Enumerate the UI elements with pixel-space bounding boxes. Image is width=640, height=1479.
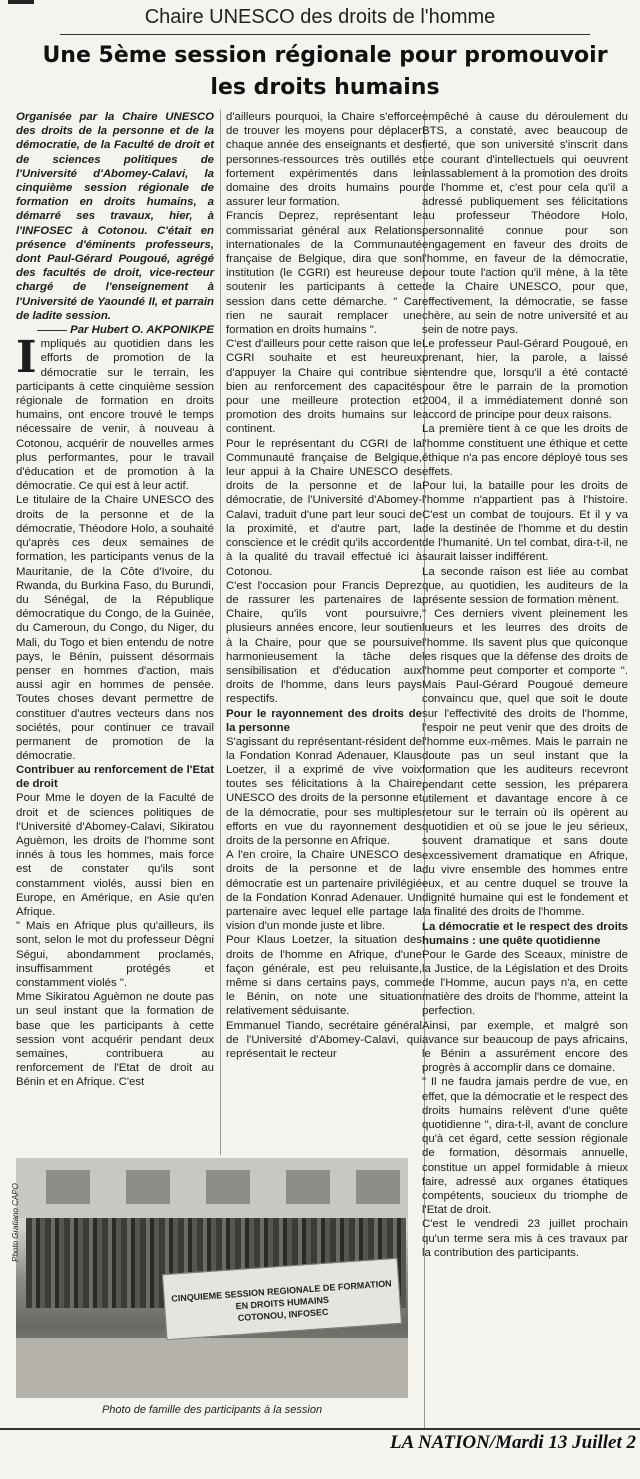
paragraph: empêché à cause du déroulement du BTS, a constaté, avec beaucoup de fierté, que son université s'inscrit dans ce courant d'intellectuels qui oeuvrent inlassablement à la promotion des droits de l'homme et, c'est pour cela qu'il a adressé publiquement ses félicitations au professeur Théodore Holo, personnalité connue pour son engagement en faveur des droits de l'homme, en faveur de la démocratie, pour toute l'action qu'il mène, à la tête de la Chaire UNESCO, pour que, effectivement, la démocratie, se fasse chère, au sein de notre université et au sein de notre pays.: [422, 111, 628, 337]
byline: Par Hubert O. AKPONIKPE: [16, 323, 214, 337]
column-3: [422, 110, 628, 1428]
paragraph: La première tient à ce que les droits de l'homme constituent une éthique et cette éthique n'a pas encore déployé tous ses effets.: [422, 423, 628, 479]
paragraph: Pour le Garde des Sceaux, ministre de la Justice, de la Législation et des Droits de l'Homme, aucun pays n'a, en cette matière des droits de l'homme, atteint la perfection.: [422, 948, 628, 1018]
subheading: Contribuer au renforcement de l'Etat de droit: [16, 764, 214, 791]
photo-credit: Photo Gratiano CAPO: [10, 1183, 20, 1262]
paragraph: A l'en croire, la Chaire UNESCO des droits de la personne et de la démocratie est un partenaire privilégié de la Fondation Konrad Adenauer. Un partenaire avec lequel elle partage la vision d'un monde juste et libre.: [226, 849, 422, 933]
photo-building: [16, 1158, 408, 1218]
section-kicker: Chaire UNESCO des droits de l'homme: [144, 6, 496, 28]
paragraph: C'est le vendredi 23 juillet prochain qu'un terme sera mis à ces travaux par la contribution des participants.: [422, 1218, 628, 1259]
column-2: [226, 110, 422, 1150]
paragraph: " Mais en Afrique plus qu'ailleurs, ils sont, selon le mot du professeur Dègni Ségui, abondamment proclamés, insuffisamment protégés et constamment violés ".: [16, 920, 214, 989]
paragraph: S'agissant du représentant-résident de la Fondation Konrad Adenauer, Klaus Loetzer, il a exprimé de vive voix toutes ses félicitations à la Chaire UNESCO des droits de la personne et de la démocratie, pour ses multiples efforts en vue du rayonnement des droits de la personne en Afrique.: [226, 735, 422, 847]
column-1: [16, 110, 214, 1170]
photo-banner: CINQUIEME SESSION REGIONALE DE FORMATION EN DROITS HUMAINS COTONOU, INFOSEC: [162, 1258, 402, 1340]
article-headline: Une 5ème session régionale pour promouvoir les droits humains: [42, 43, 608, 100]
subheading: Pour le rayonnement des droits de la personne: [226, 707, 422, 734]
paragraph: Le professeur Paul-Gérard Pougoué, en prenant, hier, la parole, a laissé entendre que, lorsqu'il a été contacté pour être le parrain de la promotion 2004, il a immédiatement donné son accord de principe pour deux raisons.: [422, 338, 628, 422]
paragraph: Ainsi, par exemple, et malgré son avance sur beaucoup de pays africains, le Bénin a assurément encore des progrès à accomplir dans ce domaine.: [422, 1019, 628, 1075]
paragraph: d'ailleurs pourquoi, la Chaire s'efforce de trouver les moyens pour déplacer chaque année des enseignants et des personnes-ressources très outillés et fortement expérimentés dans le domaine des droits humains pour assurer leur formation.: [226, 111, 422, 209]
paragraph: Francis Deprez, représentant le commissariat général aux Relations internationales de la Communauté française de Belgique, dira que son institution (le CGRI) est heureuse de soutenir les participants à cette session dans cette démarche. " Car rien ne saurait remplacer une formation en droits humains ".: [226, 210, 422, 337]
column-divider-1: [220, 110, 221, 1155]
top-rule-mark: [8, 0, 34, 4]
paragraph: Pour le représentant du CGRI de la Communauté française de Belgique, leur appui à la Chaire UNESCO des droits de la personne et de la démocratie, de l'Université d'Abomey-Calavi, traduit d'une part leur souci de la proximité, et d'autre part, la conscience et le crédit qu'ils accordent à la qualité du travail effectué ici à Cotonou.: [226, 437, 422, 578]
photo-ground: [16, 1338, 408, 1398]
newspaper-masthead-footer: LA NATION/Mardi 13 Juillet 2: [390, 1432, 636, 1453]
paragraph: C'est l'occasion pour Francis Deprez de rassurer les partenaires de la Chaire, qu'ils vont poursuivre, plusieurs années encore, leur soutien à la Chaire, pour que se poursuive harmonieusement la tâche de sensibilisation et d'éducation aux droits de l'homme, dans leurs pays respectifs.: [226, 579, 422, 706]
photo-caption: Photo de famille des participants à la session: [101, 1404, 323, 1416]
subheading: La démocratie et le respect des droits humains : une quête quotidienne: [422, 920, 628, 947]
paragraph: Mme Sikiratou Aguèmon ne doute pas un seul instant que la formation de base que les participants à cette session vont acquérir pendant deux semaines, contribuera au renforcement de l'Etat de droit au Bénin et en Afrique. C'est: [16, 991, 214, 1089]
paragraph: Pour Mme le doyen de la Faculté de droit et de sciences politiques de l'Université d'Abomey-Calavi, Sikiratou Aguèmon, les droits de l'homme sont innés à tous les hommes, mais force est de constater qu'ils sont constamment violés, aussi bien en Europe, en Amérique, en Asie qu'en Afrique.: [16, 792, 214, 918]
drop-cap: I: [16, 332, 37, 384]
paragraph: Pour Klaus Loetzer, la situation des droits de l'homme en Afrique, d'une façon générale, est peu reluisante, même si dans certains pays, comme le Bénin, on note une situation relativement séduisante.: [226, 934, 422, 1018]
paragraph: Le titulaire de la Chaire UNESCO des droits de la personne et de la démocratie, Théodore Holo, a souhaité qu'après ces deux semaines de formation, les participants venus de la Mauritanie, de la Côte d'Ivoire, du Rwanda, du Burkina Faso, du Burundi, du Sénégal, de la République démocratique du Congo, de la Guinée, du Cameroun, du Congo, du Niger, du Mali, du Togo et bien entendu de notre pays, le Bénin, puissent désormais penser en hommes d'action, mais aussi agir en hommes de pensée. Toutes choses devant permettre de constituer d'autres vecteurs dans nos sociétés, pour continuer ce travail permanent de promotion de la démocratie.: [16, 494, 214, 763]
kicker-underline: [60, 34, 590, 35]
paragraph: Emmanuel Tiando, secrétaire général de l'Université d'Abomey-Calavi, qui représentait le recteur: [226, 1019, 422, 1060]
article-lead: Organisée par la Chaire UNESCO des droits de la personne et de la démocratie, de la Faculté de droit et de sciences politiques de l'Université d'Abomey-Calavi, la cinquième session régionale de formation en droits humains, a démarré ses travaux, hier, à l'INFOSEC à Cotonou. C'était en présence d'éminents professeurs, dont Paul-Gérard Pougoué, agrégé des facultés de droit, vice-recteur chargé de l'enseignement à l'Université de Yaoundé II, et parrain de ladite session.: [16, 111, 214, 322]
paragraph: C'est d'ailleurs pour cette raison que le CGRI souhaite et est heureux d'appuyer la Chaire qui contribue si bien au renforcement des capacités pour une meilleure protection et promotion des droits humains sur le continent.: [226, 338, 422, 436]
footer-rule: [0, 1428, 640, 1430]
paragraph: Pour lui, la bataille pour les droits de l'homme n'appartient pas à l'histoire. C'est un combat de toujours. Et il y va de la destinée de l'homme et du destin de l'humanité. Un tel combat, dira-t-il, ne saurait laisser indifférent.: [422, 480, 628, 564]
paragraph: " Ces derniers vivent pleinement les lueurs et les leurres des droits de l'homme. Ils savent plus que quiconque les risques que la défense des droits de l'homme peut comporter et comporte ". Mais Paul-Gérard Pougoué demeure convaincu que, quel que soit le doute sur l'effectivité des droits de l'homme, l'espoir ne peut venir que des droits de l'homme eux-mêmes. Mais le parrain ne doute pas un seul instant que la formation que les auditeurs recevront pendant cette session, les préparera utilement et davantage encore à ce retour sur le terrain où ils opèrent au quotidien et où se joue le jeu sérieux, souvent dramatique et sans doute excessivement dramatique en Afrique, du vivre ensemble des hommes entre eux, et au centre duquel se trouve la dignité humaine qui est le fondement et la finalité des droits de l'homme.: [422, 608, 628, 919]
paragraph: La seconde raison est liée au combat que, au quotidien, les auditeurs de la présente session de formation mènent.: [422, 565, 628, 606]
paragraph: Impliqués au quotidien dans les efforts de promotion de la démocratie sur le terrain, les participants à cette cinquième session régionale de formation en droits humains, ont encore trouvé le temps nécessaire de venir, à nouveau à Cotonou, acquérir de nouvelles armes plus performantes, pour le travail d'éducation et de promotion à la démocratie. Ce qui est à leur actif.: [16, 332, 214, 493]
group-photo: [10, 1158, 408, 1398]
paragraph: " Il ne faudra jamais perdre de vue, en effet, que la démocratie et le respect des droits humains relèvent d'une quête quotidienne ", dira-t-il, avant de conclure qu'à cet égard, cette session régionale de formation, désormais annuelle, constitue un appel formidable à mieux faire, adressé aux organes étatiques compétents, soucieux du triomphe de l'Etat de droit.: [422, 1076, 628, 1217]
